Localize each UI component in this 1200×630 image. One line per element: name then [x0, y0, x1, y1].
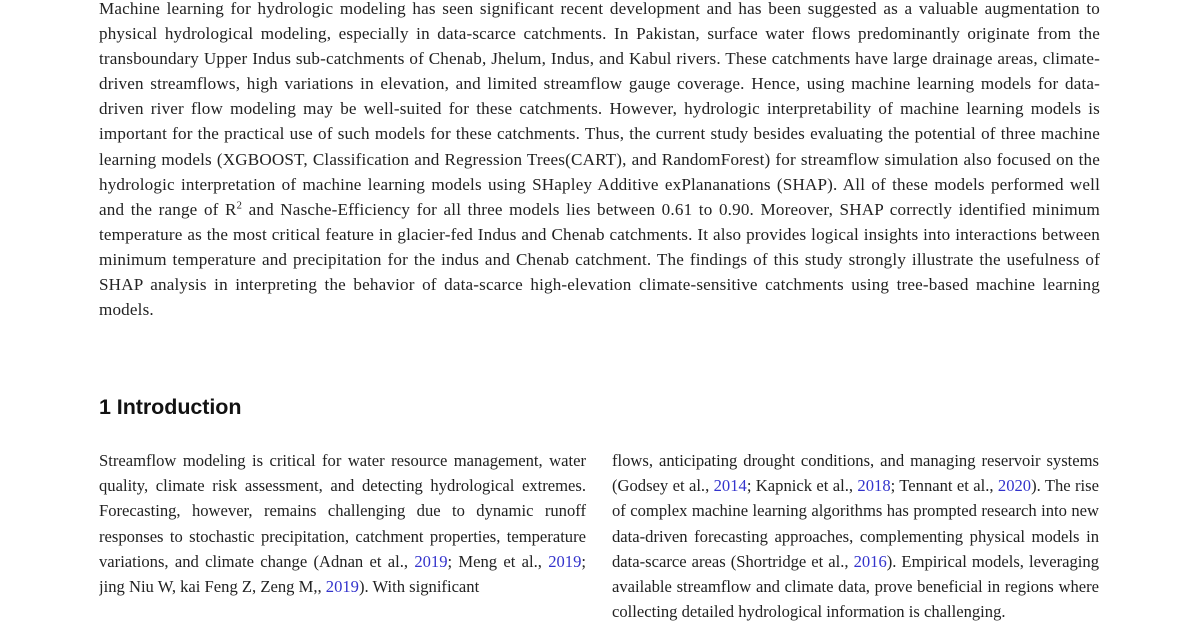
r-squared-superscript: 2 — [236, 200, 243, 212]
right-text-5: ). Empirical models, leveraging available streamflow and climate data, prove beneficial in regions where collecting detailed hydrological information is challenging. — [612, 551, 1099, 622]
body-column-right — [612, 448, 1099, 624]
citation-link-tennant-2020[interactable]: 2020 — [997, 476, 1032, 496]
right-text-1: flows, anticipating drought conditions, and managing reservoir systems (Godsey et al., — [612, 451, 1099, 496]
abstract-text-part-1: Machine learning for hydrologic modeling has seen significant recent development and has been suggested as a valuable augmentation to physical hydrological modeling, especially in data-scarce catchments. In Pakistan, surface water flows predominantly originate from the transboundary Upper Indus sub-catchments of Chenab, Jhelum, Indus, and Kabul rivers. These catchments have large drainage areas, climate-driven streamflows, high variations in elevation, and limited streamflow gauge coverage. Hence, using machine learning models for data-driven river flow modeling may be well-suited for these catchments. However, hydrologic interpretability of machine learning models is important for the practical use of such models for these catchments. Thus, the current study besides evaluating the potential of three machine learning models (XGBOOST, Classification and Regression Trees(CART), and RandomForest) for streamflow simulation also focused on the hydrologic interpretation of machine learning models using SHapley Additive exPlananations (SHAP). All of these models performed well and the range of R — [99, 0, 1100, 219]
citation-link-niu-feng-zeng-2019[interactable]: 2019 — [325, 577, 359, 597]
left-text-1: Streamflow modeling is critical for water resource management, water quality, climate risk assessment, and detecting hydrological extremes. Forecasting, however, remains challenging due to dynamic runoff responses to stochastic precipitation, catchment properties, temperature variations, and climate change (Adnan et al., — [99, 451, 586, 571]
abstract-paragraph — [99, 0, 1100, 322]
right-text-4: ). The rise of complex machine learning algorithms has prompted research into new data-driven forecasting approaches, complementing physical models in data-scarce areas (Shortridge et al., — [612, 476, 1099, 571]
left-text-3: ; jing Niu W, kai Feng Z, Zeng M,, — [99, 551, 586, 597]
citation-link-adnan-2019[interactable]: 2019 — [414, 551, 448, 571]
left-text-2: ; Meng et al., — [447, 551, 549, 571]
citation-link-meng-2019[interactable]: 2019 — [548, 551, 582, 571]
citation-link-godsey-2014[interactable]: 2014 — [713, 476, 747, 496]
citation-link-kapnick-2018[interactable]: 2018 — [857, 476, 891, 496]
abstract-text-part-2: and Nasche-Efficiency for all three models lies between 0.61 to 0.90. Moreover, SHAP correctly identified minimum temperature as the most critical feature in glacier-fed Indus and Chenab catchments. It also provides logical insights into interactions between minimum temperature and precipitation for the indus and Chenab catchment. The findings of this study strongly illustrate the usefulness of SHAP analysis in interpreting the behavior of data-scarce high-elevation climate-sensitive catchments using tree-based machine learning models. — [99, 199, 1100, 320]
abstract-block — [99, 0, 1100, 322]
right-text-3: ; Tennant et al., — [890, 476, 998, 496]
left-column-paragraph — [99, 448, 586, 599]
section-heading-introduction: 1 Introduction — [99, 395, 242, 419]
citation-link-shortridge-2016[interactable]: 2016 — [853, 551, 887, 571]
two-column-body — [99, 448, 1100, 630]
right-column-paragraph-1 — [612, 448, 1099, 624]
right-text-2: ; Kapnick et al., — [746, 476, 858, 496]
left-text-4: ). With significant — [358, 577, 480, 597]
body-column-left — [99, 448, 586, 599]
